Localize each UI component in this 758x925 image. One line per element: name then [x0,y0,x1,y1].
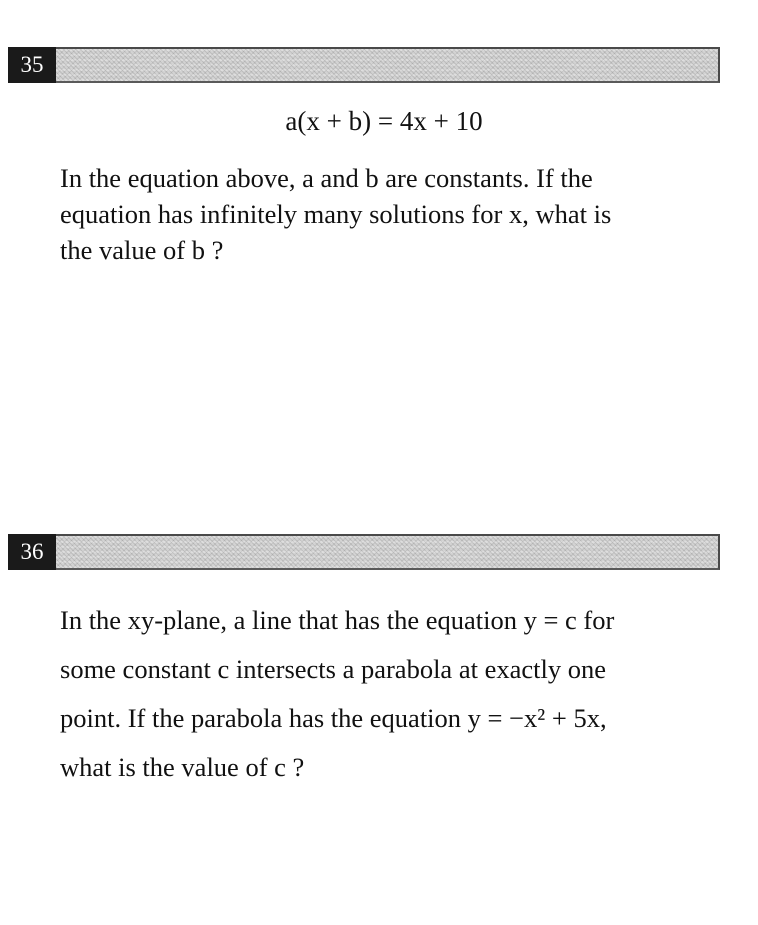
question-35-text [60,160,720,268]
question-text-line: the value of b ? [60,235,224,265]
question-number-badge: 36 [8,534,56,570]
question-number-badge: 35 [8,47,56,83]
question-text-line: what is the value of c ? [60,752,305,782]
question-text-line: In the xy-plane, a line that has the equation y = c for [60,605,615,635]
question-35-header [8,47,720,83]
question-header-bar [56,47,720,83]
equation-text: a(x + b) = 4x + 10 [285,106,483,136]
question-header-bar [56,534,720,570]
question-36-header [8,534,720,570]
question-36-text [60,596,720,792]
question-text-line: point. If the parabola has the equation y = −x² + 5x, [60,703,607,733]
question-35-equation [0,106,758,137]
question-text-line: some constant c intersects a parabola at exactly one [60,654,606,684]
question-text-line: In the equation above, a and b are constants. If the [60,163,593,193]
question-text-line: equation has infinitely many solutions for x, what is [60,199,612,229]
